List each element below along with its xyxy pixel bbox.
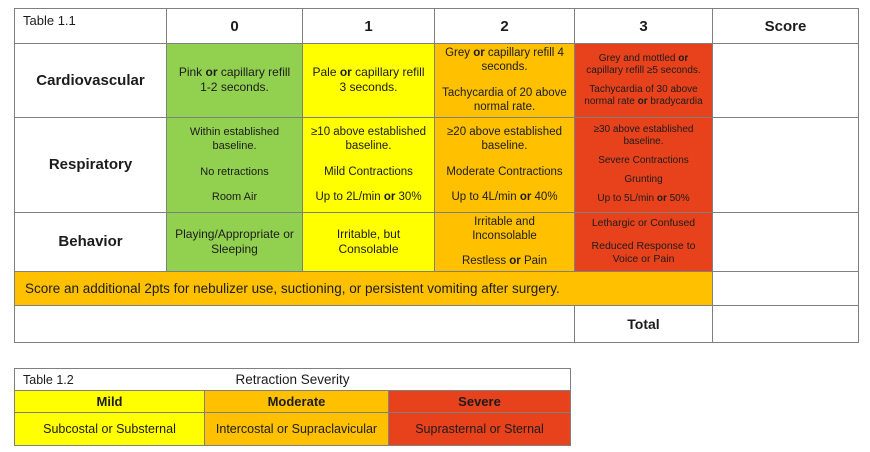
severity-mild-header: Mild — [15, 391, 205, 413]
total-label: Total — [575, 305, 713, 342]
behavior-cell-3: Lethargic or Confused Reduced Response to Voice or Pain — [575, 212, 713, 271]
table2-label: Table 1.2 — [23, 372, 74, 387]
severity-header-row — [15, 391, 571, 413]
row-label-behavior: Behavior — [15, 212, 167, 271]
score-cell-cardiovascular — [713, 44, 859, 118]
cardiovascular-cell-2: Grey or capillary refill 4 seconds. Tachycardia of 20 above normal rate. — [435, 44, 575, 118]
retraction-severity-table — [14, 368, 571, 446]
score-cell-behavior — [713, 212, 859, 271]
cardiovascular-cell-3: Grey and mottled or capillary refill ≥5 seconds. Tachycardia of 30 above normal rate or bradycardia — [575, 44, 713, 118]
table2-header — [15, 369, 571, 391]
table-row-respiratory — [15, 117, 859, 212]
severity-severe-value: Suprasternal or Sternal — [389, 413, 571, 446]
respiratory-cell-2: ≥20 above established baseline. Moderate Contractions Up to 4L/min or 40% — [435, 117, 575, 212]
respiratory-cell-3: ≥30 above established baseline. Severe Contractions Grunting Up to 5L/min or 50% — [575, 117, 713, 212]
col-header-2: 2 — [435, 9, 575, 44]
table2-header-row — [15, 369, 571, 391]
total-row — [15, 305, 859, 342]
score-table — [14, 8, 859, 343]
col-header-0: 0 — [167, 9, 303, 44]
respiratory-cell-0: Within established baseline. No retractions Room Air — [167, 117, 303, 212]
severity-mild-value: Subcostal or Substernal — [15, 413, 205, 446]
cardiovascular-cell-0: Pink or capillary refill 1-2 seconds. — [167, 44, 303, 118]
severity-moderate-value: Intercostal or Supraclavicular — [205, 413, 389, 446]
table-row-cardiovascular — [15, 44, 859, 118]
score-cell-banner — [713, 271, 859, 305]
severity-severe-header: Severe — [389, 391, 571, 413]
table1-label: Table 1.1 — [15, 9, 167, 44]
severity-value-row — [15, 413, 571, 446]
score-header: Score — [713, 9, 859, 44]
table2-title: Retraction Severity — [235, 372, 350, 387]
cardiovascular-cell-1: Pale or capillary refill 3 seconds. — [303, 44, 435, 118]
severity-moderate-header: Moderate — [205, 391, 389, 413]
row-label-respiratory: Respiratory — [15, 117, 167, 212]
behavior-cell-2: Irritable and Inconsolable Restless or Pain — [435, 212, 575, 271]
table-row-behavior — [15, 212, 859, 271]
col-header-1: 1 — [303, 9, 435, 44]
behavior-cell-0: Playing/Appropriate or Sleeping — [167, 212, 303, 271]
total-score-cell — [713, 305, 859, 342]
col-header-3: 3 — [575, 9, 713, 44]
score-cell-respiratory — [713, 117, 859, 212]
additional-points-row — [15, 271, 859, 305]
total-row-spacer — [15, 305, 575, 342]
header-row — [15, 9, 859, 44]
behavior-cell-1: Irritable, but Consolable — [303, 212, 435, 271]
additional-points-note: Score an additional 2pts for nebulizer use, suctioning, or persistent vomiting after surgery. — [15, 271, 713, 305]
respiratory-cell-1: ≥10 above established baseline. Mild Contractions Up to 2L/min or 30% — [303, 117, 435, 212]
row-label-cardiovascular: Cardiovascular — [15, 44, 167, 118]
